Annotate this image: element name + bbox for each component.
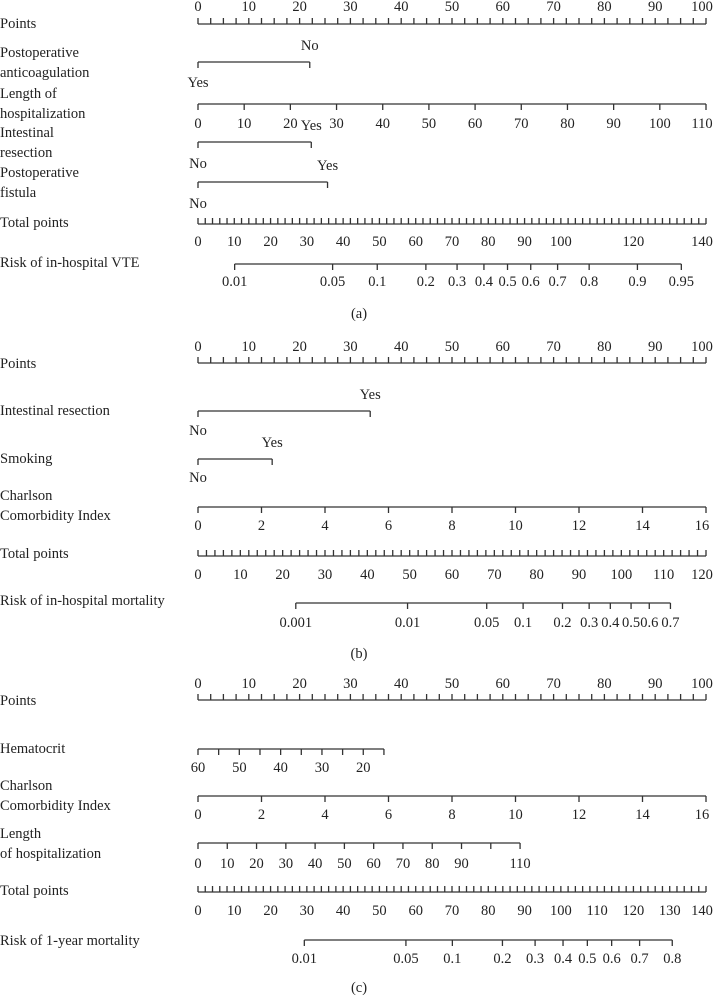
risk-tick-label: 0.5 xyxy=(498,274,517,290)
risk-tick-label: 0.3 xyxy=(448,274,467,290)
nomogram-row-binary xyxy=(0,118,322,172)
tick-label: 10 xyxy=(241,676,257,692)
row-label: Length xyxy=(0,826,42,842)
nomogram-row-points xyxy=(0,676,713,709)
tick-label: 20 xyxy=(292,676,307,692)
tick-label: 20 xyxy=(283,116,298,132)
tick-label: 40 xyxy=(393,0,409,15)
risk-tick-label: 0.3 xyxy=(526,951,545,967)
tick-label: 30 xyxy=(299,903,315,919)
tick-label: 100 xyxy=(610,567,633,583)
tick-label: 20 xyxy=(263,903,278,919)
tick-label: 10 xyxy=(508,807,523,823)
tick-label: 120 xyxy=(691,567,713,583)
tick-label: 60 xyxy=(190,760,206,776)
nomogram-row-binary xyxy=(0,158,338,212)
risk-tick-label: 0.9 xyxy=(628,274,647,290)
nomogram-row-continuous xyxy=(0,86,713,132)
tick-label: 40 xyxy=(335,234,351,250)
row-label: Total points xyxy=(0,215,69,231)
tick-label: 90 xyxy=(647,339,663,355)
risk-tick-label: 0.05 xyxy=(319,274,346,290)
tick-label: 70 xyxy=(487,567,502,583)
tick-label: 10 xyxy=(236,116,252,132)
risk-tick-label: 0.8 xyxy=(663,951,682,967)
risk-tick-label: 0.4 xyxy=(474,274,493,290)
tick-label: 40 xyxy=(393,676,409,692)
nomogram-row-points xyxy=(0,339,713,372)
tick-label: 100 xyxy=(549,903,572,919)
row-label: Comorbidity Index xyxy=(0,508,111,524)
nomogram-row-risk xyxy=(0,255,694,290)
tick-label: 90 xyxy=(454,856,469,872)
tick-label: 20 xyxy=(356,760,371,776)
risk-tick-label: 0.7 xyxy=(548,274,567,290)
tick-label: 0 xyxy=(194,676,202,692)
tick-label: 20 xyxy=(275,567,290,583)
tick-label: 40 xyxy=(393,339,409,355)
row-label: anticoagulation xyxy=(0,65,90,81)
nomogram-row-continuous xyxy=(0,741,384,776)
tick-label: 80 xyxy=(481,234,496,250)
tick-label: 50 xyxy=(372,234,387,250)
row-label: Length of xyxy=(0,86,57,102)
risk-tick-label: 0.05 xyxy=(474,615,500,631)
tick-label: 20 xyxy=(249,856,264,872)
tick-label: 6 xyxy=(384,807,393,823)
tick-label: 90 xyxy=(517,234,532,250)
risk-tick-label: 0.2 xyxy=(553,615,572,631)
tick-label: 30 xyxy=(278,856,294,872)
tick-label: 70 xyxy=(514,116,529,132)
risk-tick-label: 0.1 xyxy=(368,274,387,290)
row-label: Postoperative xyxy=(0,165,79,181)
risk-tick-label: 0.01 xyxy=(394,615,421,631)
risk-tick-label: 0.01 xyxy=(291,951,318,967)
risk-tick-label: 0.01 xyxy=(221,274,248,290)
tick-label: 0 xyxy=(194,0,202,15)
risk-tick-label: 0.5 xyxy=(622,615,641,631)
row-label: Total points xyxy=(0,546,69,562)
row-label: Charlson xyxy=(0,488,53,504)
level-label: No xyxy=(300,38,319,54)
row-label: of hospitalization xyxy=(0,846,102,862)
risk-tick-label: 0.95 xyxy=(668,274,695,290)
tick-label: 50 xyxy=(372,903,387,919)
nomogram-row-total xyxy=(0,215,713,250)
tick-label: 20 xyxy=(292,339,307,355)
tick-label: 40 xyxy=(360,567,375,583)
risk-tick-label: 0.6 xyxy=(640,615,659,631)
tick-label: 50 xyxy=(444,0,460,15)
row-label: Smoking xyxy=(0,451,53,467)
risk-tick-label: 0.05 xyxy=(393,951,419,967)
nomogram-row-total xyxy=(0,546,713,583)
row-label: Points xyxy=(0,356,37,372)
tick-label: 90 xyxy=(571,567,587,583)
tick-label: 120 xyxy=(622,903,645,919)
tick-label: 100 xyxy=(549,234,572,250)
tick-label: 60 xyxy=(366,856,381,872)
level-label: Yes xyxy=(187,75,209,91)
row-label: Points xyxy=(0,693,37,709)
risk-tick-label: 0.1 xyxy=(514,615,533,631)
risk-tick-label: 0.001 xyxy=(279,615,313,631)
risk-tick-label: 0.6 xyxy=(602,951,621,967)
tick-label: 60 xyxy=(495,0,511,15)
nomogram-row-points xyxy=(0,0,713,32)
nomogram-row-binary xyxy=(0,435,283,486)
nomogram-row-total xyxy=(0,883,713,919)
tick-label: 14 xyxy=(635,518,650,534)
tick-label: 80 xyxy=(597,676,612,692)
tick-label: 110 xyxy=(586,903,608,919)
panel-caption: (c) xyxy=(350,980,368,996)
tick-label: 100 xyxy=(648,116,671,132)
tick-label: 50 xyxy=(232,760,247,776)
row-label: Risk of in-hospital mortality xyxy=(0,593,165,609)
tick-label: 0 xyxy=(194,903,202,919)
row-label: Hematocrit xyxy=(0,741,66,757)
tick-label: 140 xyxy=(691,234,713,250)
tick-label: 60 xyxy=(408,903,423,919)
level-label: No xyxy=(189,423,207,439)
row-label: Postoperative xyxy=(0,45,79,61)
row-label: Comorbidity Index xyxy=(0,798,111,814)
tick-label: 4 xyxy=(321,807,329,823)
panel-caption: (b) xyxy=(350,646,368,662)
nomogram-panel-a xyxy=(0,0,713,322)
row-label: Risk of in-hospital VTE xyxy=(0,255,140,271)
nomogram-row-binary xyxy=(0,38,319,91)
tick-label: 70 xyxy=(444,903,460,919)
tick-label: 80 xyxy=(529,567,544,583)
tick-label: 16 xyxy=(694,518,710,534)
risk-tick-label: 0.7 xyxy=(661,615,680,631)
risk-tick-label: 0.2 xyxy=(416,274,435,290)
row-label: hospitalization xyxy=(0,106,86,122)
tick-label: 50 xyxy=(402,567,417,583)
tick-label: 100 xyxy=(691,676,713,692)
tick-label: 14 xyxy=(635,807,650,823)
tick-label: 70 xyxy=(546,676,561,692)
row-label: Risk of 1-year mortality xyxy=(0,933,140,949)
risk-tick-label: 0.3 xyxy=(580,615,599,631)
level-label: Yes xyxy=(261,435,283,451)
tick-label: 30 xyxy=(314,760,330,776)
tick-label: 130 xyxy=(658,903,681,919)
risk-tick-label: 0.8 xyxy=(580,274,599,290)
tick-label: 70 xyxy=(444,234,460,250)
tick-label: 8 xyxy=(448,807,456,823)
tick-label: 40 xyxy=(307,856,323,872)
tick-label: 50 xyxy=(444,676,460,692)
tick-label: 70 xyxy=(395,856,411,872)
tick-label: 0 xyxy=(194,518,202,534)
tick-label: 80 xyxy=(597,0,612,15)
tick-label: 0 xyxy=(194,339,202,355)
tick-label: 20 xyxy=(292,0,307,15)
tick-label: 80 xyxy=(560,116,575,132)
tick-label: 110 xyxy=(509,856,531,872)
row-label: Points xyxy=(0,16,37,32)
level-label: Yes xyxy=(359,387,381,403)
tick-label: 10 xyxy=(220,856,235,872)
tick-label: 80 xyxy=(597,339,612,355)
risk-tick-label: 0.1 xyxy=(443,951,462,967)
row-label: Intestinal resection xyxy=(0,403,110,419)
tick-label: 0 xyxy=(194,234,202,250)
risk-tick-label: 0.5 xyxy=(578,951,597,967)
tick-label: 40 xyxy=(335,903,351,919)
tick-label: 90 xyxy=(606,116,621,132)
tick-label: 120 xyxy=(622,234,645,250)
tick-label: 60 xyxy=(495,339,511,355)
tick-label: 60 xyxy=(444,567,460,583)
nomogram-row-continuous xyxy=(0,826,531,872)
tick-label: 100 xyxy=(691,339,713,355)
tick-label: 10 xyxy=(241,0,257,15)
tick-label: 50 xyxy=(337,856,352,872)
tick-label: 100 xyxy=(691,0,713,15)
tick-label: 80 xyxy=(424,856,440,872)
tick-label: 12 xyxy=(571,807,587,823)
row-label: Charlson xyxy=(0,778,53,794)
tick-label: 70 xyxy=(546,339,561,355)
level-label: No xyxy=(189,470,207,486)
row-label: Intestinal xyxy=(0,125,54,141)
tick-label: 90 xyxy=(517,903,532,919)
tick-label: 2 xyxy=(257,807,266,823)
tick-label: 30 xyxy=(299,234,315,250)
tick-label: 30 xyxy=(343,676,358,692)
nomogram-panel-b xyxy=(0,339,713,662)
tick-label: 30 xyxy=(343,0,358,15)
row-label: resection xyxy=(0,145,53,161)
panel-caption: (a) xyxy=(350,306,368,322)
tick-label: 50 xyxy=(421,116,437,132)
tick-label: 90 xyxy=(647,676,663,692)
level-label: Yes xyxy=(300,118,322,134)
tick-label: 70 xyxy=(546,0,561,15)
nomogram-row-risk xyxy=(0,593,680,631)
tick-label: 50 xyxy=(444,339,460,355)
row-label: Total points xyxy=(0,883,69,899)
tick-label: 10 xyxy=(508,518,523,534)
tick-label: 8 xyxy=(448,518,456,534)
level-label: Yes xyxy=(316,158,339,174)
tick-label: 110 xyxy=(691,116,713,132)
tick-label: 10 xyxy=(227,234,242,250)
nomogram-row-risk xyxy=(0,933,681,967)
tick-label: 2 xyxy=(257,518,266,534)
tick-label: 30 xyxy=(343,339,358,355)
tick-label: 140 xyxy=(691,903,713,919)
nomogram-row-binary xyxy=(0,387,381,439)
tick-label: 12 xyxy=(571,518,587,534)
tick-label: 4 xyxy=(321,518,329,534)
risk-tick-label: 0.4 xyxy=(601,615,620,631)
tick-label: 40 xyxy=(375,116,390,132)
row-label: fistula xyxy=(0,185,37,201)
tick-label: 0 xyxy=(194,567,202,583)
tick-label: 20 xyxy=(263,234,278,250)
tick-label: 30 xyxy=(317,567,333,583)
tick-label: 16 xyxy=(694,807,710,823)
tick-label: 6 xyxy=(384,518,393,534)
tick-label: 10 xyxy=(227,903,242,919)
risk-tick-label: 0.7 xyxy=(630,951,649,967)
risk-tick-label: 0.2 xyxy=(493,951,512,967)
tick-label: 0 xyxy=(194,116,202,132)
tick-label: 10 xyxy=(241,339,257,355)
tick-label: 40 xyxy=(273,760,288,776)
tick-label: 110 xyxy=(653,567,675,583)
tick-label: 10 xyxy=(233,567,248,583)
tick-label: 30 xyxy=(329,116,344,132)
tick-label: 0 xyxy=(194,856,202,872)
tick-label: 60 xyxy=(408,234,423,250)
tick-label: 0 xyxy=(194,807,202,823)
nomogram-row-continuous xyxy=(0,488,709,534)
level-label: No xyxy=(189,196,207,212)
tick-label: 60 xyxy=(467,116,483,132)
tick-label: 60 xyxy=(495,676,511,692)
risk-tick-label: 0.6 xyxy=(521,274,540,290)
tick-label: 90 xyxy=(647,0,663,15)
tick-label: 80 xyxy=(481,903,496,919)
nomogram-row-continuous xyxy=(0,778,709,823)
risk-tick-label: 0.4 xyxy=(553,951,573,967)
level-label: No xyxy=(189,156,207,172)
nomogram-panel-c xyxy=(0,676,713,996)
